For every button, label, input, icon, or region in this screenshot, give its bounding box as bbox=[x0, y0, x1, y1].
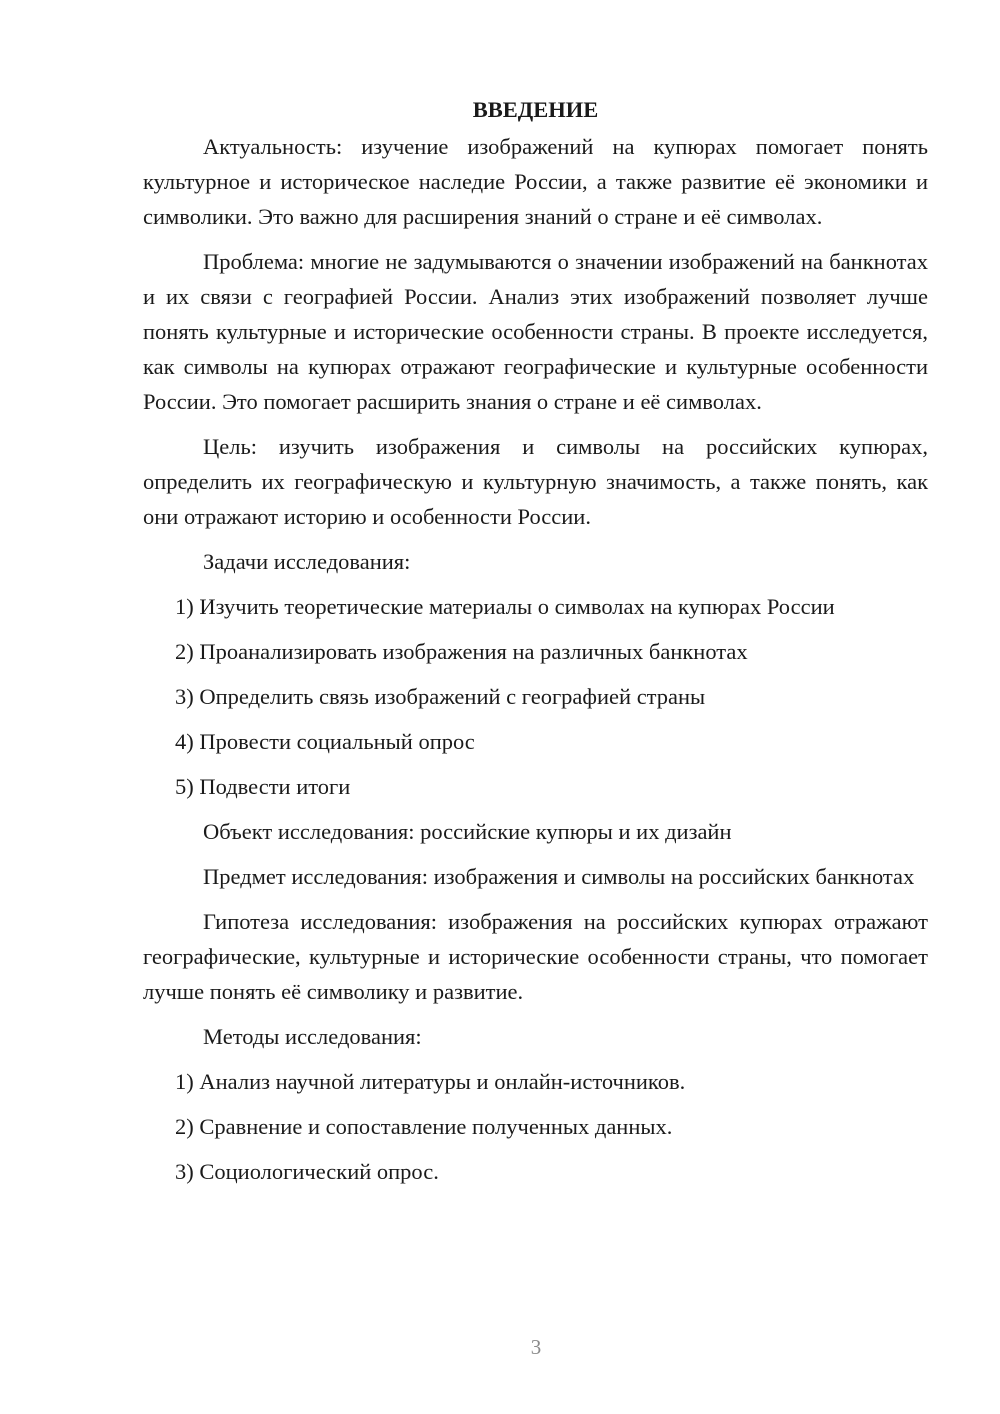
paragraph-object: Объект исследования: российские купюры и их дизайн bbox=[203, 819, 732, 844]
paragraph-goal: Цель: изучить изображения и символы на российских купюрах, определить их географическую и культурную значимость, а также понять, как они отражают историю и особенности России. bbox=[143, 434, 928, 529]
list-item: 3) Социологический опрос. bbox=[175, 1159, 439, 1184]
paragraph-problem: Проблема: многие не задумываются о значении изображений на банкнотах и их связи с географией России. Анализ этих изображений позволяет лучше понять культурные и исторические особенности страны. В проекте исследуется, как символы на купюрах отражают географические и культурные особенности России. Это помогает расширить знания о стране и её символах. bbox=[143, 249, 928, 414]
methods-list bbox=[143, 1064, 928, 1189]
methods-heading: Методы исследования: bbox=[203, 1024, 422, 1049]
list-item: 4) Провести социальный опрос bbox=[175, 729, 475, 754]
list-item: 2) Сравнение и сопоставление полученных данных. bbox=[175, 1114, 673, 1139]
paragraph-hypothesis: Гипотеза исследования: изображения на российских купюрах отражают географические, культурные и исторические особенности страны, что помогает лучше понять её символику и развитие. bbox=[143, 909, 928, 1004]
list-item: 3) Определить связь изображений с географией страны bbox=[175, 684, 706, 709]
list-item: 1) Изучить теоретические материалы о символах на купюрах России bbox=[175, 594, 835, 619]
document-body bbox=[143, 92, 928, 1199]
list-item: 2) Проанализировать изображения на различных банкнотах bbox=[175, 639, 748, 664]
page-title: ВВЕДЕНИЕ bbox=[472, 97, 599, 122]
paragraph-relevance: Актуальность: изучение изображений на купюрах помогает понять культурное и историческое наследие России, а также развитие её экономики и символики. Это важно для расширения знаний о стране и её символах. bbox=[143, 134, 928, 229]
paragraph-subject: Предмет исследования: изображения и символы на российских банкнотах bbox=[203, 864, 915, 889]
tasks-list bbox=[143, 589, 928, 804]
list-item: 1) Анализ научной литературы и онлайн-источников. bbox=[175, 1069, 686, 1094]
page-number: 3 bbox=[530, 1335, 542, 1359]
tasks-heading: Задачи исследования: bbox=[203, 549, 411, 574]
list-item: 5) Подвести итоги bbox=[175, 774, 351, 799]
